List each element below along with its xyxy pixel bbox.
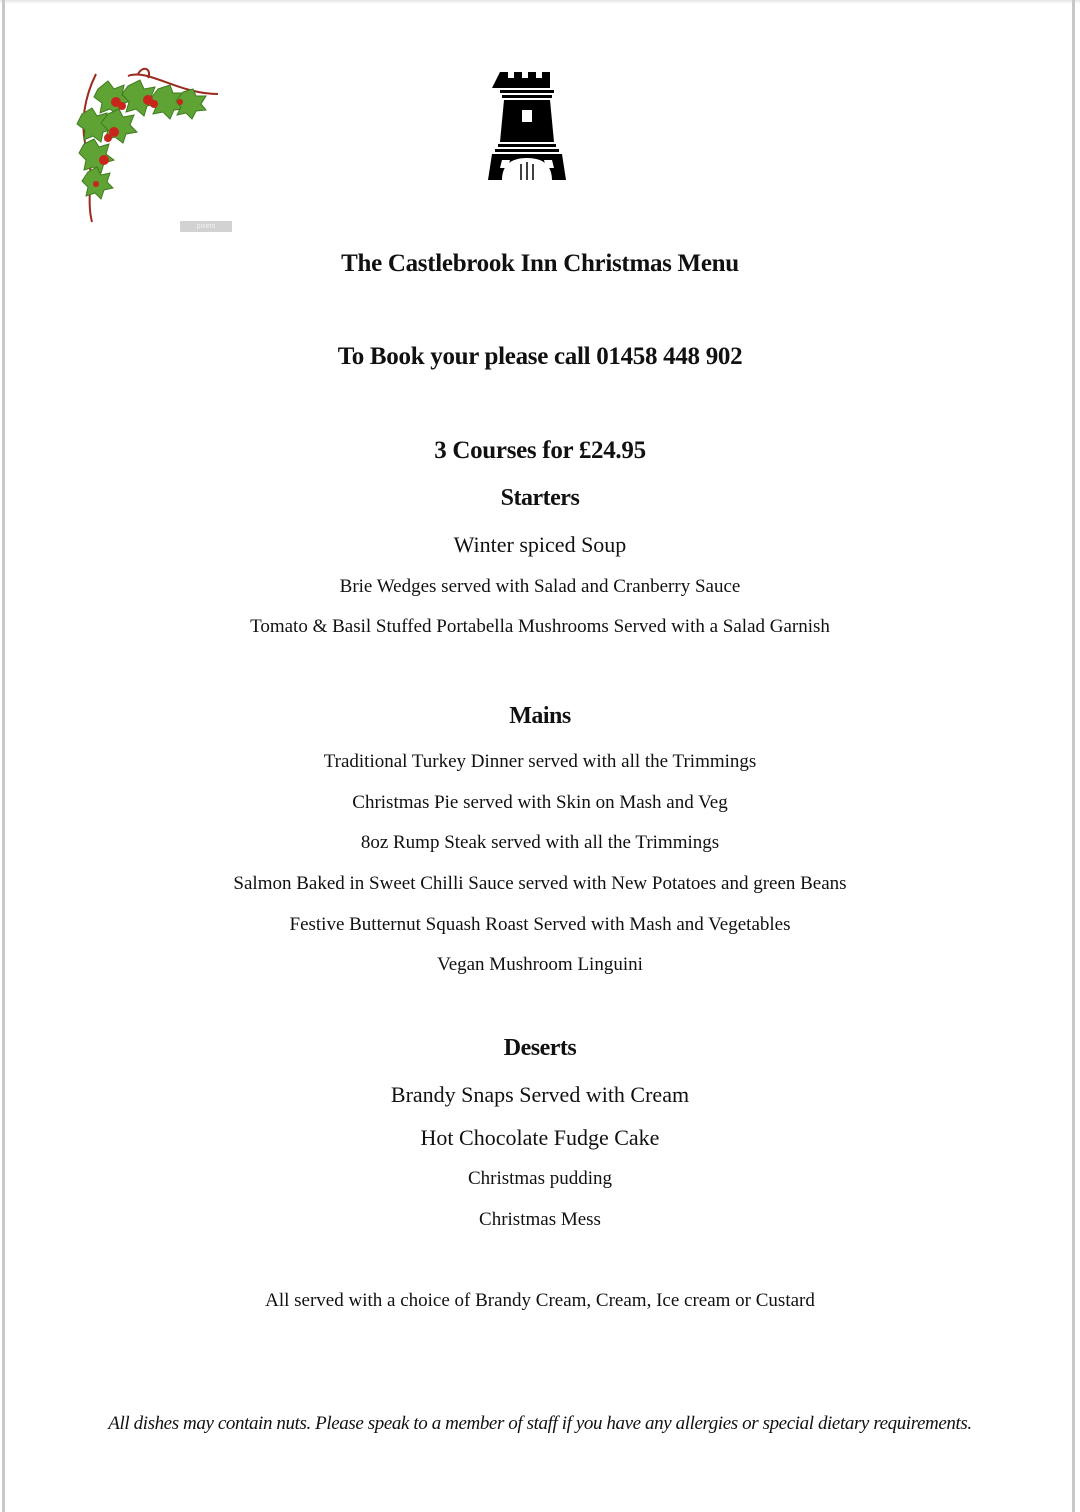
menu-item: Brie Wedges served with Salad and Cranberry Sauce [339,576,741,597]
menu-item: Christmas Pie served with Skin on Mash and Veg [352,792,728,813]
menu-title: The Castlebrook Inn Christmas Menu [341,250,739,277]
price-line: 3 Courses for £24.95 [434,437,646,464]
booking-line: To Book your please call 01458 448 902 [337,343,743,370]
holly-corner-icon [68,64,228,229]
menu-item: Vegan Mushroom Linguini [437,954,643,975]
accompaniments-note: All served with a choice of Brandy Cream, Cream, Ice cream or Custard [265,1290,815,1311]
menu-item: Christmas pudding [467,1168,613,1189]
menu-item: Winter spiced Soup [453,532,627,557]
section-heading-deserts: Deserts [503,1035,577,1061]
menu-item: Hot Chocolate Fudge Cake [420,1125,660,1150]
menu-item: Festive Butternut Squash Roast Served with Mash and Vegetables [289,914,791,935]
castle-tower-icon [488,68,566,182]
image-watermark: pixers [180,221,232,232]
allergy-note: All dishes may contain nuts. Please speak to a member of staff if you have any allergies or special dietary requirements. [108,1413,972,1434]
menu-item: Tomato & Basil Stuffed Portabella Mushrooms Served with a Salad Garnish [250,616,830,637]
menu-item: 8oz Rump Steak served with all the Trimmings [360,832,720,853]
menu-item: Traditional Turkey Dinner served with all the Trimmings [323,751,757,772]
menu-item: Salmon Baked in Sweet Chilli Sauce served with New Potatoes and green Beans [233,873,847,894]
page-top-edge [0,0,1080,4]
section-heading-starters: Starters [500,485,580,511]
section-heading-mains: Mains [509,703,571,729]
menu-item: Brandy Snaps Served with Cream [390,1082,690,1107]
menu-item: Christmas Mess [479,1209,601,1230]
